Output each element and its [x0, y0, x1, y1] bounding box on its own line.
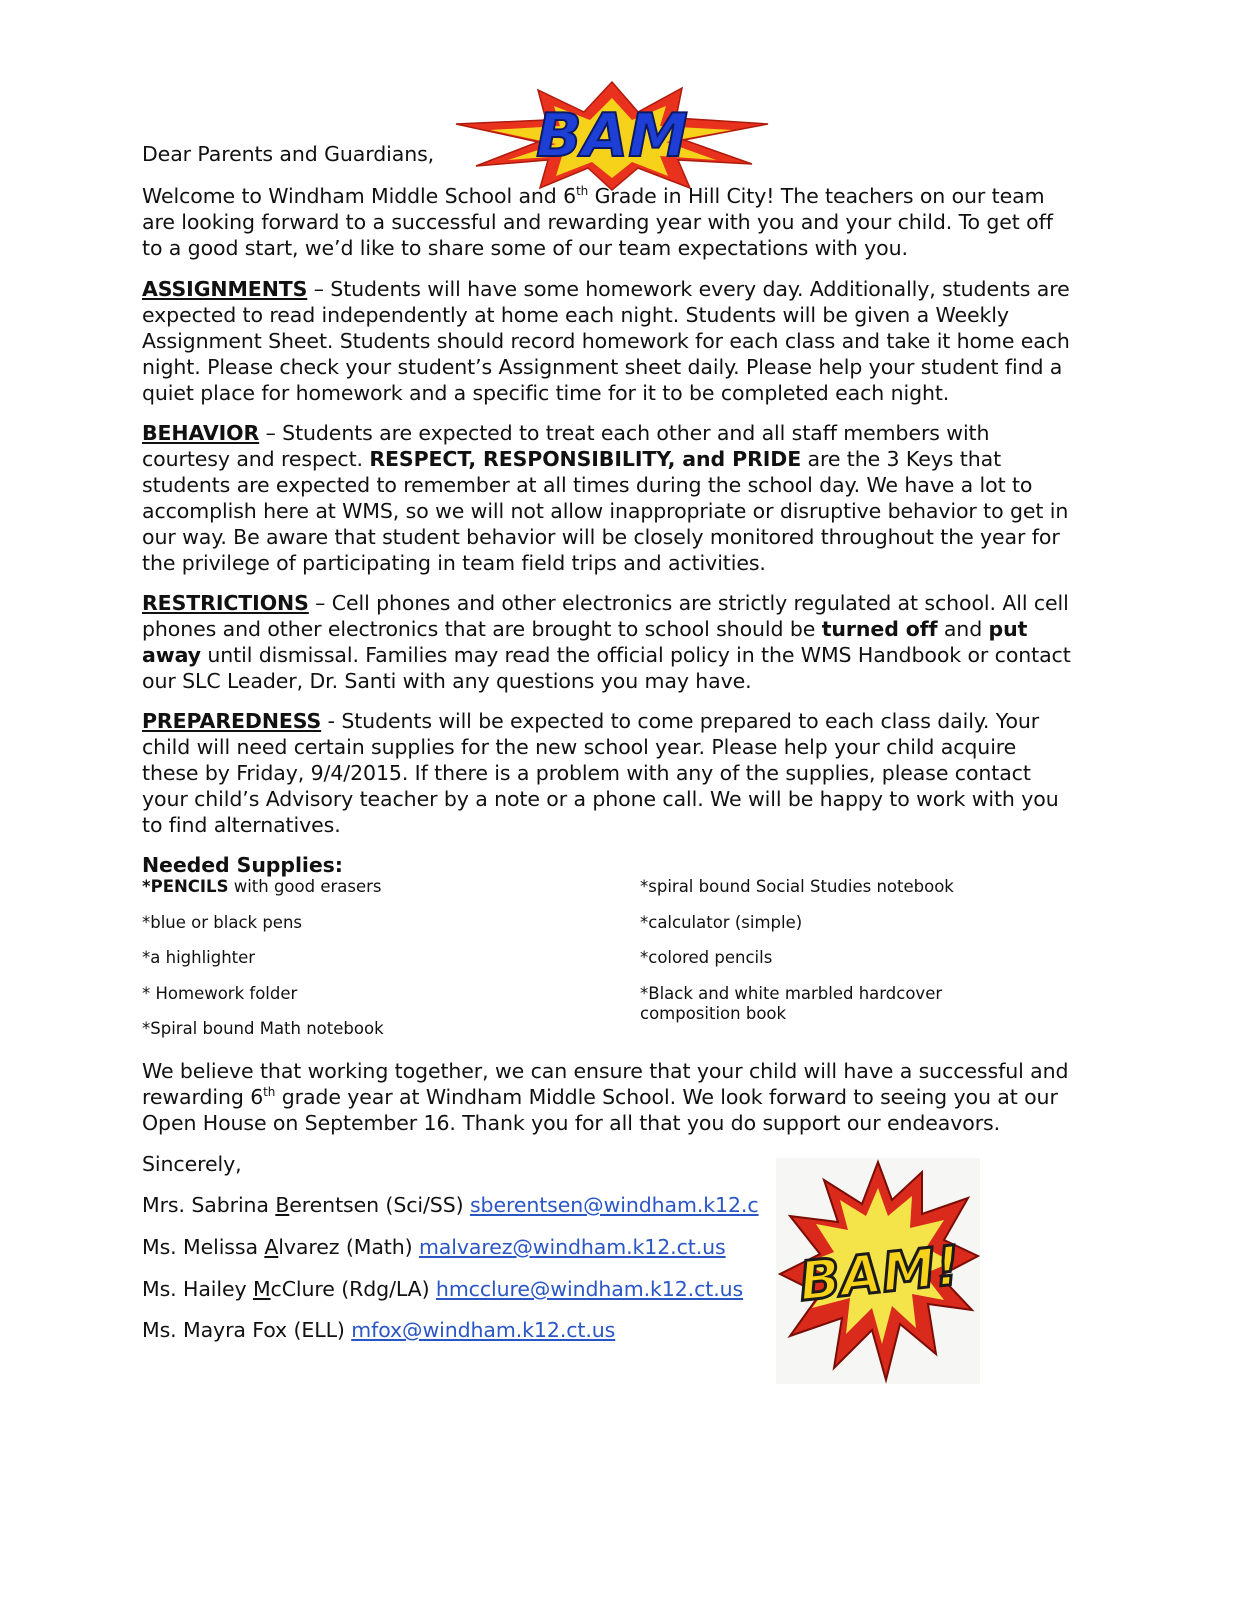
- supply-item: [142, 877, 382, 897]
- teacher-email-link[interactable]: sberentsen@windham.k12.c: [469, 1193, 759, 1217]
- supply-item: *Black and white marbled hardcover composition book: [640, 984, 943, 1023]
- teacher-rest: erentsen (Sci/SS): [289, 1193, 470, 1217]
- intro-sup: th: [576, 184, 589, 199]
- restrictions-text-1: – Cell phones and other electronics are strictly regulated at school. All cell phones and other electronics that are brought to school should be: [142, 591, 1069, 641]
- teacher-line: [142, 1276, 743, 1302]
- behavior-heading: BEHAVIOR: [142, 421, 260, 445]
- greeting: Dear Parents and Guardians,: [142, 142, 435, 166]
- supply-item: *spiral bound Social Studies notebook: [640, 877, 954, 896]
- teacher-line: [142, 1317, 615, 1343]
- supply-item: *colored pencils: [640, 948, 773, 967]
- supply-pencils-bold: *PENCILS: [142, 877, 229, 896]
- behavior-keys: RESPECT, RESPONSIBILITY, and PRIDE: [369, 447, 802, 471]
- teacher-prefix: Mrs. Sabrina: [142, 1193, 276, 1217]
- assignments-paragraph: [142, 276, 1072, 406]
- teacher-initial: B: [275, 1193, 290, 1217]
- supplies-heading: Needed Supplies:: [142, 853, 343, 877]
- restrictions-bold-2: put away: [142, 617, 1028, 667]
- assignments-heading: ASSIGNMENTS: [142, 277, 308, 301]
- supply-item: *calculator (simple): [640, 913, 803, 932]
- behavior-text-2: are the 3 Keys that students are expected to remember at all times during the school day. We have a lot to accomplish here at WMS, so we will not allow inappropriate or disruptive behavior to get in our way. Be aware that student behavior will be closely monitored throughout the year for the privilege of participating in team field trips and activities.: [142, 447, 1069, 575]
- teacher-email-link[interactable]: mfox@windham.k12.ct.us: [351, 1318, 616, 1342]
- intro-text-2: Grade in Hill City! The teachers on our team are looking forward to a successful and rewarding year with you and your child. To get off to a good start, we’d like to share some of our team expectations with you.: [142, 184, 1053, 260]
- teacher-rest: lvarez (Math): [278, 1235, 419, 1259]
- closing-paragraph: [142, 1058, 1072, 1136]
- intro-text-1: Welcome to Windham Middle School and 6: [142, 184, 577, 208]
- intro-paragraph: [142, 183, 1072, 261]
- behavior-text-1: – Students are expected to treat each other and all staff members with courtesy and respect.: [142, 421, 990, 471]
- restrictions-text-3: until dismissal. Families may read the official policy in the WMS Handbook or contact our SLC Leader, Dr. Santi with any questions you may have.: [142, 643, 1071, 693]
- supply-item: *a highlighter: [142, 948, 256, 967]
- closing-text-2: grade year at Windham Middle School. We look forward to seeing you at our Open House on September 16. Thank you for all that you do support our endeavors.: [142, 1085, 1058, 1135]
- bam-logo-bottom-text: BAM!: [796, 1233, 964, 1314]
- preparedness-text: - Students will be expected to come prepared to each class daily. Your child will need certain supplies for the new school year. Please help your child acquire these by Friday, 9/4/2015. If there is a problem with any of the supplies, please contact your child’s Advisory teacher by a note or a phone call. We will be happy to work with you to find alternatives.: [142, 709, 1059, 837]
- restrictions-text-2: and: [937, 617, 989, 641]
- signoff: Sincerely,: [142, 1152, 242, 1176]
- teacher-line: [142, 1234, 726, 1260]
- closing-sup: th: [263, 1085, 276, 1100]
- supply-pencils-rest: with good erasers: [228, 877, 382, 896]
- assignments-text: – Students will have some homework every day. Additionally, students are expected to read independently at home each night. Students will be given a Weekly Assignment Sheet. Students should record homework for each class and take it home each night. Please check your student’s Assignment sheet daily. Please help your student find a quiet place for homework and a specific time for it to be completed each night.: [142, 277, 1070, 405]
- restrictions-bold-1: turned off: [821, 617, 938, 641]
- teacher-initial: M: [252, 1277, 271, 1301]
- teacher-initial: A: [264, 1235, 279, 1259]
- teacher-prefix: Ms. Hailey: [142, 1277, 253, 1301]
- teacher-email-link[interactable]: malvarez@windham.k12.ct.us: [418, 1235, 726, 1259]
- teacher-prefix: Ms. Melissa: [142, 1235, 265, 1259]
- restrictions-paragraph: [142, 590, 1072, 694]
- behavior-paragraph: [142, 420, 1072, 576]
- bam-logo-top: [452, 80, 772, 192]
- closing-text-1: We believe that working together, we can ensure that your child will have a successful and rewarding 6: [142, 1059, 1069, 1109]
- preparedness-paragraph: [142, 708, 1072, 838]
- teacher-rest: cClure (Rdg/LA): [270, 1277, 436, 1301]
- supply-item: * Homework folder: [142, 984, 298, 1003]
- supply-item: *blue or black pens: [142, 913, 303, 932]
- teacher-email-link[interactable]: hmcclure@windham.k12.ct.us: [435, 1277, 744, 1301]
- supply-item: *Spiral bound Math notebook: [142, 1019, 384, 1038]
- bam-logo-bottom: [776, 1158, 980, 1384]
- bam-logo-top-text: BAM: [536, 101, 688, 171]
- restrictions-heading: RESTRICTIONS: [142, 591, 309, 615]
- teacher-prefix: Ms. Mayra Fox (ELL): [142, 1318, 352, 1342]
- teacher-line: [142, 1192, 759, 1218]
- preparedness-heading: PREPAREDNESS: [142, 709, 322, 733]
